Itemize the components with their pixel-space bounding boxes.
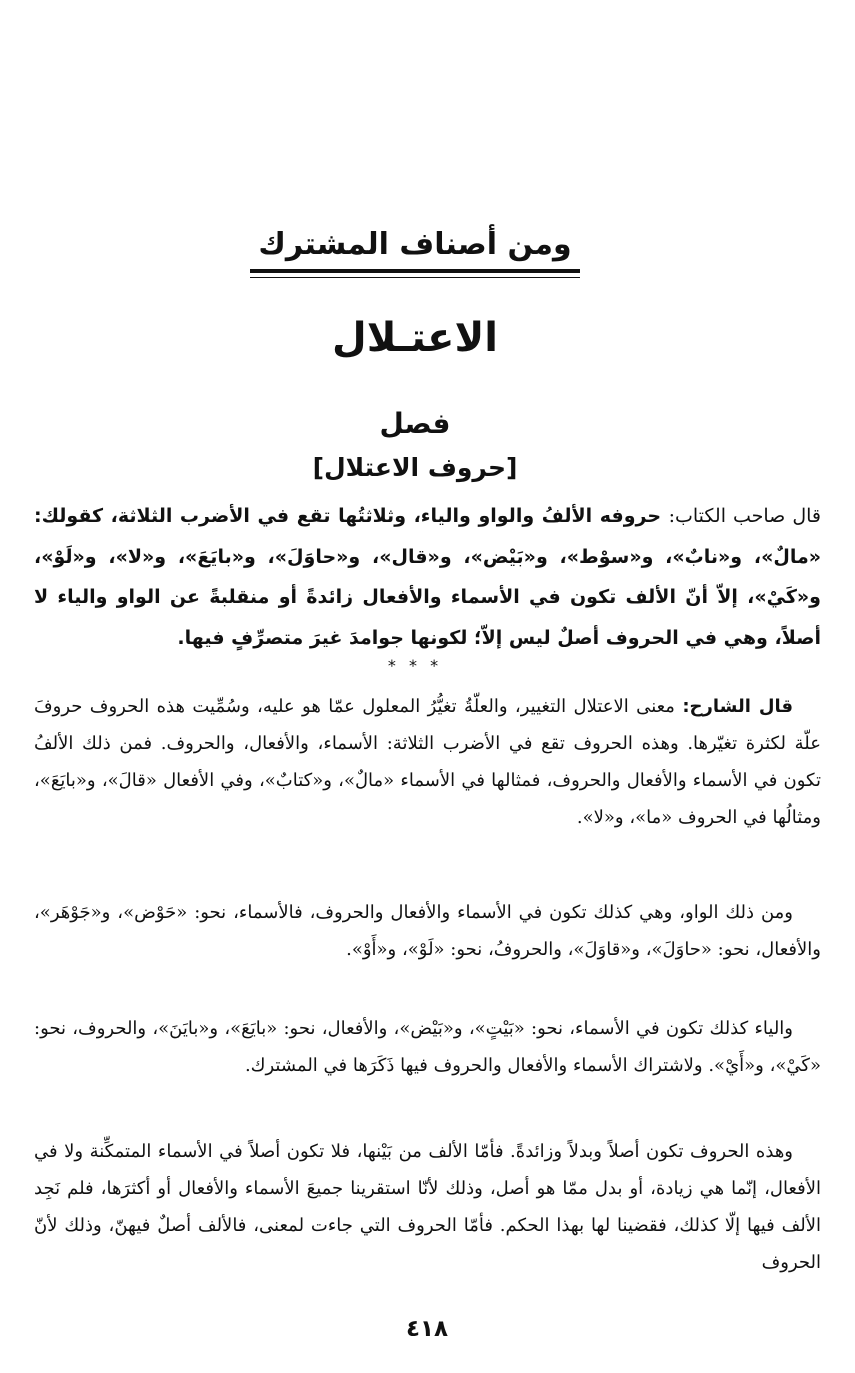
sharh-text-1: معنى الاعتلال التغيير، والعلّةُ تغيُّرُ المعلول عمّا هو عليه، وسُمِّيت هذه الحروف حروفَ علّة لكثرة تغيّرها. وهذه الحروف تقع في الأضرب الثلاثة: الأسماء، والأفعال، والحروف. فمن ذلك الألفُ تكون في الأسماء والأفعال والحروف، فمثالها في الأسماء «مالٌ»، و«كتابٌ»، وفي الأفعال «قالَ»، و«بايَعَ»، ومثالُها في الحروف «ما»، و«لا». bbox=[34, 696, 821, 828]
sharh-text-4: وهذه الحروف تكون أصلاً وبدلاً وزائدةً. فأمّا الألف من بَيْنها، فلا تكون أصلاً في الأسماء المتمكِّنة ولا في الأفعال، إنّما هي زيادة، أو بدل ممّا هو أصل، وذلك لأنّا استقرينا جميعَ الأسماء والأفعال أو أكثرَها، فلم نَجِد الألف فيها إلّا كذلك، فقضينا لها بهذا الحكم. فأمّا الحروف التي جاءت لمعنى، فالألف أصلٌ فيهنّ، وذلك لأنّ الحروف bbox=[34, 1141, 821, 1273]
sharh-text-2: ومن ذلك الواو، وهي كذلك تكون في الأسماء والأفعال والحروف، فالأسماء، نحو: «حَوْض»، و«جَوْهَر»، والأفعال، نحو: «حاوَلَ»، و«قاوَلَ»، والحروفُ، نحو: «لَوْ»، و«أَوْ». bbox=[34, 902, 821, 960]
section-title: فصل bbox=[379, 407, 451, 440]
heading-rule-thick bbox=[250, 269, 580, 273]
sharh-paragraph-3 bbox=[34, 1010, 821, 1084]
chapter-title: الاعتـلال bbox=[332, 315, 498, 361]
matn-text: حروفه الألفُ والواو والياء، وثلاثتُها تقع في الأضرب الثلاثة، كقولك: «مالٌ»، و«نابٌ»، و«سوْط»، و«بَيْض»، و«قال»، و«حاوَلَ»، و«بايَعَ»، و«لا»، و«لَوْ»، و«كَيْ»، إلاّ أنّ الألف تكون في الأسماء والأفعال زائدةً أو منقلبةً عن الواو والياء لا أصلاً، وهي في الحروف أصلٌ ليس إلاّ؛ لكونها جوامدَ غيرَ متصرِّفٍ فيها. bbox=[34, 505, 821, 649]
sharh-text-3: والياء كذلك تكون في الأسماء، نحو: «بَيْتٍ»، و«بَيْض»، والأفعال، نحو: «بايَعَ»، و«بايَنَ»، والحروف، نحو: «كَيْ»، و«أَيْ». ولاشتراك الأسماء والأفعال والحروف فيها ذَكَرَها في المشترك. bbox=[34, 1018, 821, 1076]
section-divider: * * * bbox=[387, 656, 443, 675]
page-number: ٤١٨ bbox=[405, 1316, 449, 1342]
section-subtitle: [حروف الاعتلال] bbox=[312, 453, 518, 482]
heading-rule-thin bbox=[250, 277, 580, 278]
sharh-paragraph-4 bbox=[34, 1133, 821, 1281]
sharh-speaker: قال الشارح: bbox=[682, 696, 794, 717]
matn-lead: قال صاحب الكتاب: bbox=[668, 505, 821, 527]
part-heading: ومن أصناف المشترك bbox=[258, 227, 572, 262]
matn-paragraph bbox=[34, 496, 821, 658]
sharh-paragraph-1 bbox=[34, 688, 821, 836]
sharh-paragraph-2 bbox=[34, 894, 821, 968]
